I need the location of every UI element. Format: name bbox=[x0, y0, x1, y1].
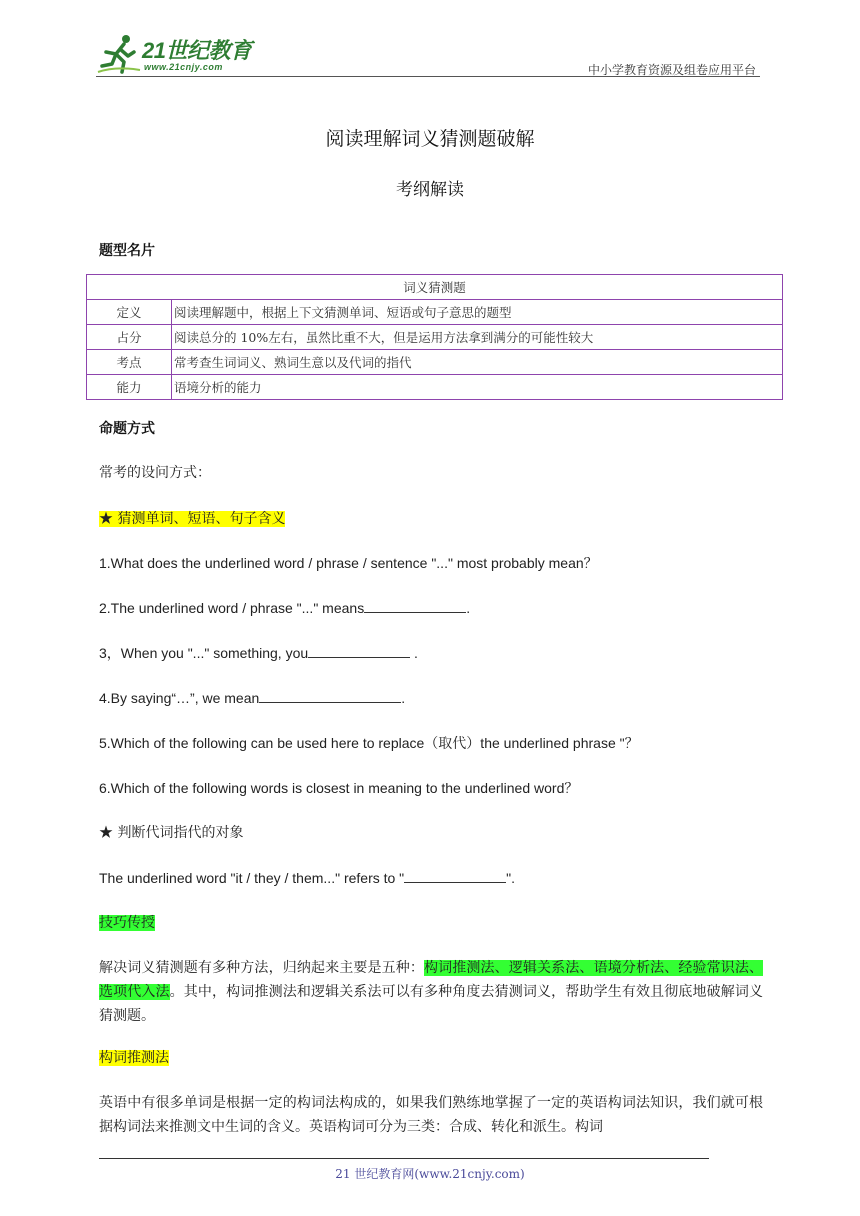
row-value: 阅读理解题中，根据上下文猜测单词、短语或句子意思的题型 bbox=[172, 300, 783, 325]
card-header-row bbox=[87, 275, 783, 300]
page-header bbox=[96, 30, 764, 78]
row-label: 占分 bbox=[87, 325, 172, 350]
table-row bbox=[87, 300, 783, 325]
table-row bbox=[87, 325, 783, 350]
paragraph-text: 解决词义猜测题有多种方法，归纳起来主要是五种： bbox=[99, 960, 424, 976]
question-text: 4.By saying“…”, we mean bbox=[99, 690, 260, 706]
page-title: 阅读理解词义猜测题破解 bbox=[325, 129, 535, 150]
footer-divider bbox=[99, 1158, 709, 1159]
question-end: . bbox=[410, 645, 418, 661]
section-card-title: 题型名片 bbox=[99, 242, 155, 258]
highlighted-text: 技巧传授 bbox=[99, 915, 155, 931]
answer-blank bbox=[364, 598, 466, 613]
question-2 bbox=[99, 598, 470, 616]
row-label: 能力 bbox=[87, 375, 172, 400]
question-end: ". bbox=[506, 870, 516, 886]
highlighted-methods: 构词推测法、逻辑关系法、语境分析法、经验常识法、 选项代入法 bbox=[99, 960, 763, 1000]
answer-blank bbox=[308, 643, 410, 658]
row-label: 考点 bbox=[87, 350, 172, 375]
section-method-title: 命题方式 bbox=[99, 420, 155, 436]
highlighted-text: ★ 猜测单词、短语、句子含义 bbox=[99, 511, 286, 527]
star-heading-meaning bbox=[99, 508, 285, 528]
question-3 bbox=[99, 643, 418, 663]
paragraph-text: 。其中，构词推测法和逻辑关系法可以有多种角度去猜测词义，帮助学生有效且彻底地破解词义猜测题。 bbox=[99, 984, 764, 1024]
header-divider bbox=[96, 76, 760, 77]
section-word-formation-title bbox=[99, 1047, 169, 1067]
platform-name: 中小学教育资源及组卷应用平台 bbox=[587, 63, 756, 77]
star-heading-pronoun: ★ 判断代词指代的对象 bbox=[99, 825, 244, 841]
table-row bbox=[87, 350, 783, 375]
question-5: 5.Which of the following can be used here to replace（取代）the underlined phrase "？ bbox=[99, 735, 639, 751]
logo bbox=[96, 32, 266, 76]
logo-text: 21世纪教育 bbox=[142, 38, 252, 63]
question-7 bbox=[99, 868, 515, 886]
table-row bbox=[87, 375, 783, 400]
highlighted-text: 构词推测法 bbox=[99, 1050, 169, 1066]
page-footer: 21 世纪教育网(www.21cnjy.com) bbox=[335, 1167, 525, 1181]
row-value: 常考查生词词义、熟词生意以及代词的指代 bbox=[172, 350, 783, 375]
question-end: . bbox=[401, 690, 406, 706]
common-ask-text: 常考的设问方式： bbox=[99, 465, 211, 481]
logo-url: www.21cnjy.com bbox=[144, 62, 223, 72]
question-text: The underlined word "it / they / them..." refers to " bbox=[99, 870, 405, 886]
row-label: 定义 bbox=[87, 300, 172, 325]
paragraph-methods bbox=[99, 956, 763, 1028]
section-skill-title bbox=[99, 912, 155, 932]
question-type-card bbox=[86, 274, 783, 400]
answer-blank bbox=[404, 868, 506, 883]
question-end: . bbox=[466, 600, 471, 616]
runner-logo-icon bbox=[96, 32, 142, 76]
question-text: 2.The underlined word / phrase "..." means bbox=[99, 600, 365, 616]
card-header: 词义猜测题 bbox=[87, 275, 783, 300]
paragraph-word-formation: 英语中有很多单词是根据一定的构词法构成的，如果我们熟练地掌握了一定的英语构词法知识，我们就可根 据构词法来推测文中生词的含义。英语构词可分为三类：合成、转化和派生。构词 bbox=[99, 1095, 763, 1135]
row-value: 阅读总分的 10%左右，虽然比重不大，但是运用方法拿到满分的可能性较大 bbox=[172, 325, 783, 350]
answer-blank bbox=[259, 688, 401, 703]
question-text: 3，When you "..." something, you bbox=[99, 645, 309, 661]
question-1: 1.What does the underlined word / phrase / sentence "..." most probably mean？ bbox=[99, 555, 598, 571]
page-subtitle: 考纲解读 bbox=[396, 180, 464, 199]
question-4 bbox=[99, 688, 405, 706]
row-value: 语境分析的能力 bbox=[172, 375, 783, 400]
question-6: 6.Which of the following words is closest in meaning to the underlined word？ bbox=[99, 780, 579, 796]
